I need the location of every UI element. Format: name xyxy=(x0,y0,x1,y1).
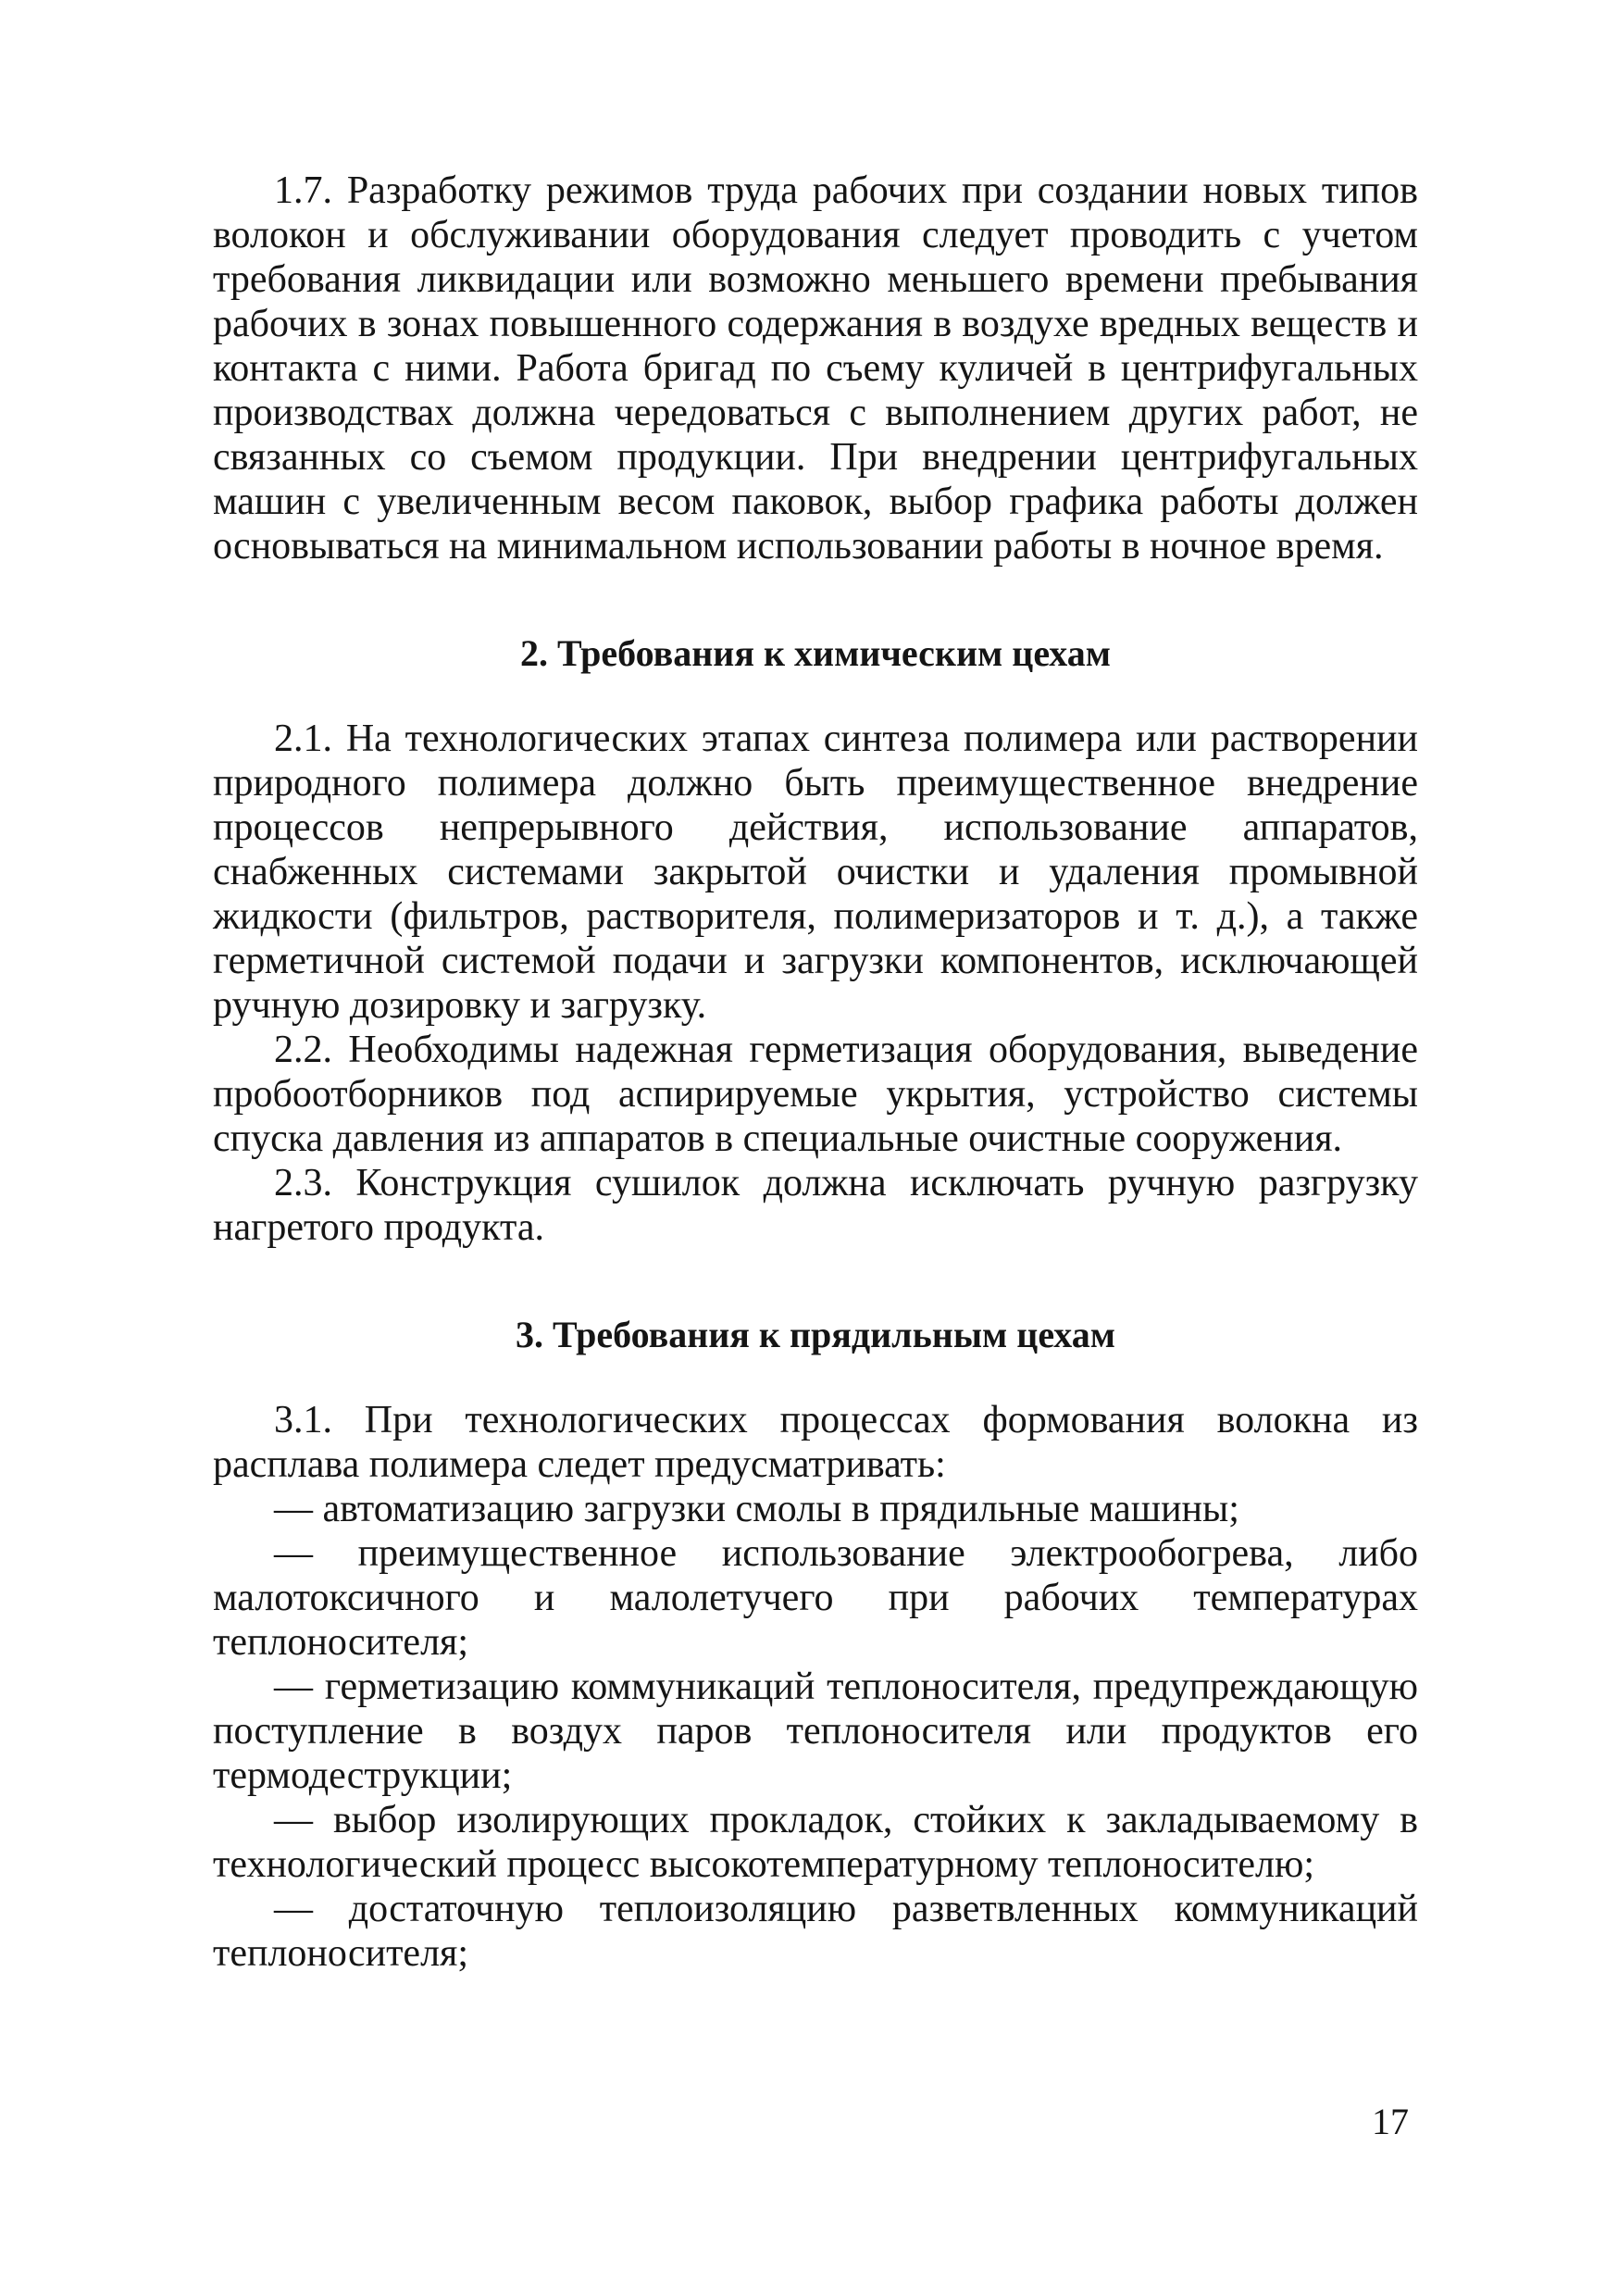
page-number: 17 xyxy=(1372,2101,1409,2142)
list-item: — автоматизацию загрузки смолы в прядильные машины; xyxy=(274,1488,1239,1530)
paragraph-3-1: 3.1. При технологических процессах формования волокна из расплава полимера следет предусматривать: xyxy=(213,1399,1418,1486)
paragraph-2-1: 2.1. На технологических этапах синтеза полимера или растворении природного полимера должно быть преимущественное внедрение процессов непрерывного действия, использование аппаратов, снабженных системами закрытой очистки и удаления промывной жидкости (фильтров, растворителя, полимеризаторов и т. д.), а также герметичной системой подачи и загрузки компонентов, исключающей ручную дозировку и загрузку. xyxy=(213,718,1418,1027)
section-3-heading: 3. Требования к прядильным цехам xyxy=(515,1314,1116,1355)
paragraph-2-3: 2.3. Конструкция сушилок должна исключать ручную разгрузку нагретого продукта. xyxy=(213,1162,1418,1249)
list-item: — достаточную теплоизоляцию разветвленных коммуникаций теплоносителя; xyxy=(213,1888,1418,1975)
list-item: — выбор изолирующих прокладок, стойких к закладываемому в технологический процесс высокотемпературному теплоносителю; xyxy=(213,1799,1418,1886)
document-page xyxy=(213,168,1418,1976)
list-item: — преимущественное использование электрообогрева, либо малотоксичного и малолетучего при рабочих температурах теплоносителя; xyxy=(213,1532,1418,1664)
paragraph-2-2: 2.2. Необходимы надежная герметизация оборудования, выведение пробоотборников под аспирируемые укрытия, устройство системы спуска давления из аппаратов в специальные очистные сооружения. xyxy=(213,1029,1418,1160)
section-2-heading: 2. Требования к химическим цехам xyxy=(520,632,1111,674)
list-item: — герметизацию коммуникаций теплоносителя, предупреждающую поступление в воздух паров теплоносителя или продуктов его термодеструкции; xyxy=(213,1666,1418,1797)
paragraph-1-7: 1.7. Разработку режимов труда рабочих при создании новых типов волокон и обслуживании оборудования следует проводить с учетом требования ликвидации или возможно меньшего времени пребывания рабочих в зонах повышенного содержания в воздухе вредных веществ и контакта с ними. Работа бригад по съему куличей в центрифугальных производствах должна чередоваться с выполнением других работ, не связанных со съемом продукции. При внедрении центрифугальных машин с увеличенным весом паковок, выбор графика работы должен основываться на минимальном использовании работы в ночное время. xyxy=(213,169,1418,568)
